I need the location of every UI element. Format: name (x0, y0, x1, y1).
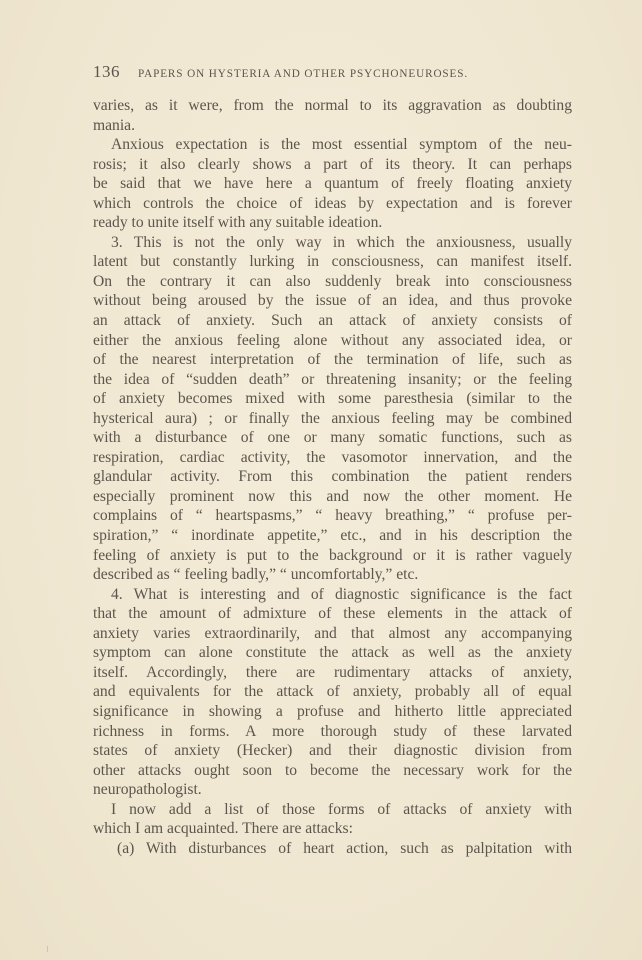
text-line: ready to unite itself with any suitable ideation. (93, 214, 383, 232)
text-line: glandular activity. From this combination the patient renders (93, 468, 572, 486)
text-line: which controls the choice of ideas by expectation and is forever (93, 194, 572, 212)
text-line: of anxiety becomes mixed with some paresthesia (similar to the (93, 390, 572, 408)
text-line: hysterical aura) ; or finally the anxious feeling may be combined (93, 409, 572, 427)
text-line: states of anxiety (Hecker) and their diagnostic division from (93, 742, 572, 760)
text-line: which I am acquainted. There are attacks: (93, 820, 353, 838)
paragraph (93, 800, 572, 839)
text-line: that the amount of admixture of these elements in the attack of (93, 605, 572, 623)
page-header (93, 62, 573, 82)
text-line: the idea of “sudden death” or threatening insanity; or the feeling (93, 370, 572, 388)
page-number: 136 (93, 62, 120, 81)
text-line: 4. What is interesting and of diagnostic significance is the fact (111, 585, 572, 603)
text-line: neuropathologist. (93, 781, 202, 799)
text-line: 3. This is not the only way in which the anxiousness, usually (111, 233, 572, 251)
text-line: respiration, cardiac activity, the vasomotor innervation, and the (93, 448, 572, 466)
text-line: feeling of anxiety is put to the background or it is rather vaguely (93, 546, 572, 564)
text-line: itself. Accordingly, there are rudimentary attacks of anxiety, (93, 663, 572, 681)
text-line: an attack of anxiety. Such an attack of anxiety consists of (93, 312, 572, 330)
text-line: described as “ feeling badly,” “ uncomfortably,” etc. (93, 566, 419, 584)
text-line: complains of “ heartspasms,” “ heavy breathing,” “ profuse per- (93, 507, 572, 525)
paragraph (93, 839, 572, 859)
text-line: On the contrary it can also suddenly break into consciousness (93, 272, 572, 290)
text-line: (a) With disturbances of heart action, such as palpitation with (117, 839, 572, 857)
paragraph (93, 585, 572, 800)
text-line: rosis; it also clearly shows a part of its theory. It can perhaps (93, 155, 572, 173)
text-line: significance in showing a profuse and hitherto little appreciated (93, 702, 572, 720)
text-line: either the anxious feeling alone without any associated idea, or (93, 331, 572, 349)
text-line: richness in forms. A more thorough study of these larvated (93, 722, 572, 740)
body-text (93, 96, 572, 858)
text-line: spiration,” “ inordinate appetite,” etc., and in his description the (93, 527, 572, 545)
text-line: latent but constantly lurking in consciousness, can manifest itself. (93, 253, 572, 271)
text-line: be said that we have here a quantum of freely floating anxiety (93, 175, 572, 193)
text-line: mania. (93, 116, 135, 134)
text-line: anxiety varies extraordinarily, and that almost any accompanying (93, 624, 572, 642)
text-line: varies, as it were, from the normal to its aggravation as doubting (93, 97, 572, 114)
paragraph (93, 135, 572, 233)
text-line: with a disturbance of one or many somatic functions, such as (93, 429, 572, 447)
text-line: without being aroused by the issue of an idea, and thus provoke (93, 292, 572, 310)
running-head: PAPERS ON HYSTERIA AND OTHER PSYCHONEUROSES. (138, 68, 469, 80)
text-line: Anxious expectation is the most essential symptom of the neu- (111, 136, 572, 154)
text-line: and equivalents for the attack of anxiety, probably all of equal (93, 683, 572, 701)
paragraph (93, 233, 572, 585)
paper-speck (47, 946, 48, 952)
text-line: other attacks ought soon to become the necessary work for the (93, 761, 572, 779)
text-line: symptom can alone constitute the attack as well as the anxiety (93, 644, 572, 662)
paragraph (93, 96, 572, 135)
text-line: of the nearest interpretation of the termination of life, such as (93, 351, 572, 369)
text-line: I now add a list of those forms of attacks of anxiety with (111, 800, 572, 818)
text-line: especially prominent now this and now the other moment. He (93, 487, 572, 505)
